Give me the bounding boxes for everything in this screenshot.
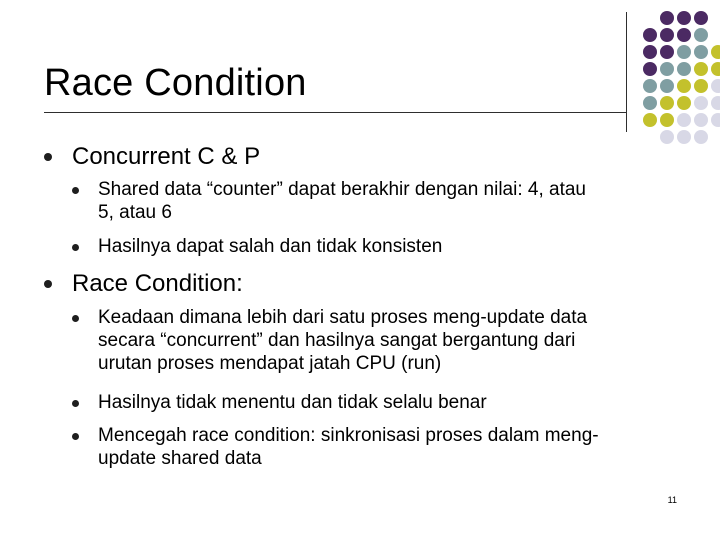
decor-dot [694,113,708,127]
decor-dot [694,79,708,93]
decor-dot [711,96,720,110]
decor-dot [694,11,708,25]
bullet-item [72,143,260,171]
decor-dot [677,113,691,127]
decor-dot [677,28,691,42]
page-number: 11 [667,495,677,505]
sub-bullet-item [98,424,599,470]
sub-bullet-item [98,235,442,258]
bullet-text: Concurrent C & P [72,143,261,170]
sub-bullet-marker-icon [72,315,79,322]
decor-dot [643,79,657,93]
decor-dot [677,11,691,25]
decor-dot [660,45,674,59]
decor-dot [660,28,674,42]
sub-bullet-line: Shared data “counter” dapat berakhir dengan nilai: 4, atau [98,179,586,200]
decor-dot [694,28,708,42]
sub-bullet-line: update shared data [98,448,262,469]
sub-bullet-marker-icon [72,400,79,407]
decor-dot [677,62,691,76]
sub-bullet-line: urutan proses mendapat jatah CPU (run) [98,353,442,374]
sub-bullet-item [98,391,487,414]
bullet-marker-icon [44,153,52,161]
sub-bullet-line: Mencegah race condition: sinkronisasi proses dalam meng- [98,425,599,446]
decor-dot [643,28,657,42]
decor-dot [660,96,674,110]
decor-dot [677,130,691,144]
decor-dot [643,45,657,59]
decor-dot [643,113,657,127]
decor-dot [694,62,708,76]
decor-dot [711,113,720,127]
decor-dot [660,62,674,76]
decor-dot [643,62,657,76]
sub-bullet-line: secara “concurrent” dan hasilnya sangat bergantung dari [98,330,576,351]
decor-dot [677,45,691,59]
decor-dot [694,45,708,59]
decor-dot [677,79,691,93]
sub-bullet-item [98,306,587,375]
decor-dot [677,96,691,110]
sub-bullet-marker-icon [72,433,79,440]
sub-bullet-line: 5, atau 6 [98,202,172,223]
decor-dot [660,113,674,127]
title-underline [44,112,626,113]
bullet-marker-icon [44,280,52,288]
bullet-item [72,270,243,298]
decor-dot [694,130,708,144]
decor-dot [660,130,674,144]
decor-dot [660,11,674,25]
sub-bullet-line: Hasilnya dapat salah dan tidak konsisten [98,236,443,257]
sub-bullet-line: Hasilnya tidak menentu dan tidak selalu benar [98,392,487,413]
sub-bullet-line: Keadaan dimana lebih dari satu proses meng-update data [98,307,588,328]
vertical-divider [626,12,627,132]
slide-title: Race Condition [44,62,307,104]
decor-dot [711,62,720,76]
decor-dot [660,79,674,93]
decor-dot [711,45,720,59]
bullet-text: Race Condition: [72,270,243,297]
sub-bullet-marker-icon [72,244,79,251]
decor-dot [643,96,657,110]
decor-dot [711,79,720,93]
sub-bullet-marker-icon [72,187,79,194]
decor-dot [694,96,708,110]
sub-bullet-item [98,178,586,224]
